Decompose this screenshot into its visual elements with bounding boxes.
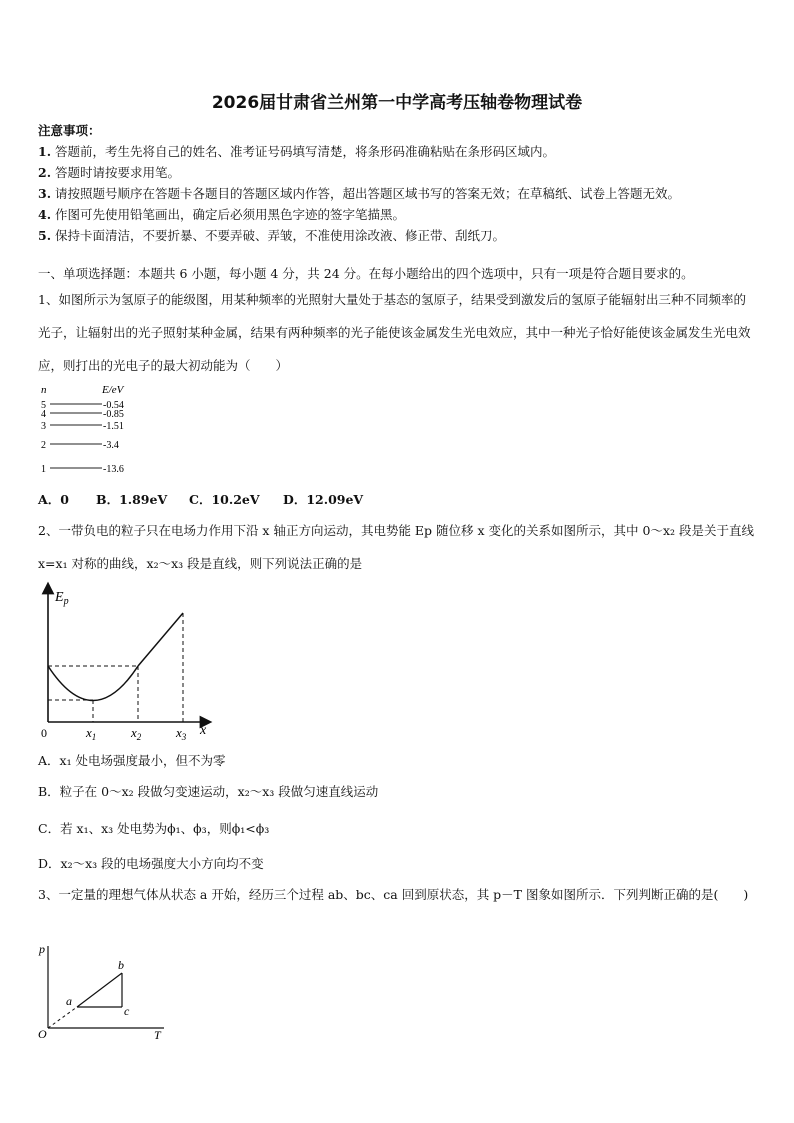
- q2-option-b[interactable]: B．粒子在 0～x₂ 段做匀变速运动，x₂～x₃ 段做匀速直线运动: [38, 784, 379, 799]
- x-axis-label: x: [200, 723, 207, 738]
- q2-option-a[interactable]: A．x₁ 处电场强度最小，但不为零: [38, 753, 226, 768]
- potential-energy-graph: [36, 580, 216, 740]
- question-1-stem: 1、如图所示为氢原子的能级图，用某种频率的光照射大量处于基态的氢原子，结果受到激发后的氢原子能辐射出三种不同频率的光子，让辐射出的光子照射某种金属，结果有两种频率的光子能使该金属发生光电效应，其中一种光子恰好能使该金属发生光电效应，则打出的光电子的最大初动能为（ ）: [38, 292, 751, 373]
- level-3-e: -1.51: [103, 421, 124, 432]
- e-label: E/eV: [102, 384, 124, 396]
- x1-label: $x_1$: [86, 725, 97, 740]
- x3-label: $x_3$: [176, 725, 187, 740]
- x2-label: $x_2$: [131, 725, 142, 740]
- state-b-label: b: [118, 958, 124, 972]
- q1-option-b[interactable]: B．1.89eV: [96, 492, 168, 507]
- notice-heading: 注意事项：: [38, 123, 101, 138]
- notice-item-2: 2. 答题时请按要求用笔。: [38, 165, 181, 180]
- origin-label: 0: [41, 726, 47, 740]
- level-4-n: 4: [41, 409, 46, 420]
- question-2-stem: 2、一带负电的粒子只在电场力作用下沿 x 轴正方向运动，其电势能 Ep 随位移 x 变化的关系如图所示，其中 0～x₂ 段是关于直线 x=x₁ 对称的曲线，x₂～x₃ 段是直线，则下列说法正确的是: [38, 523, 754, 571]
- q2-option-d[interactable]: D．x₂～x₃ 段的电场强度大小方向均不变: [38, 856, 264, 871]
- page-title: 2026届甘肃省兰州第一中学高考压轴卷物理试卷: [211, 93, 583, 113]
- level-4-e: -0.85: [103, 409, 124, 420]
- origin-label: O: [38, 1027, 47, 1040]
- q1-option-a[interactable]: A．0: [38, 492, 69, 507]
- level-1-n: 1: [41, 464, 46, 475]
- level-5-n: 5: [41, 400, 46, 411]
- question-3-stem: 3、一定量的理想气体从状态 a 开始，经历三个过程 ab、bc、ca 回到原状态，其 p－T 图象如图所示．下列判断正确的是( ): [38, 887, 749, 902]
- q1-option-c[interactable]: C．10.2eV: [189, 492, 260, 507]
- p-axis-label: p: [39, 942, 45, 956]
- level-3-n: 3: [41, 421, 46, 432]
- level-2-e: -3.4: [103, 440, 119, 451]
- level-1-e: -13.6: [103, 464, 124, 475]
- y-axis-label: $E_p$: [55, 590, 69, 607]
- state-a-label: a: [66, 994, 72, 1008]
- t-axis-label: T: [154, 1028, 161, 1040]
- notice-item-1: 1. 答题前，考生先将自己的姓名、准考证号码填写清楚，将条形码准确粘贴在条形码区域内。: [38, 144, 556, 159]
- notice-item-3: 3. 请按照题号顺序在答题卡各题目的答题区域内作答，超出答题区域书写的答案无效；在草稿纸、试卷上答题无效。: [38, 186, 681, 201]
- energy-level-diagram: [36, 380, 140, 476]
- state-c-label: c: [124, 1004, 130, 1018]
- pt-graph: [36, 940, 172, 1040]
- notice-item-4: 4. 作图可先使用铅笔画出，确定后必须用黑色字迹的签字笔描黑。: [38, 207, 406, 222]
- n-label: n: [41, 384, 47, 396]
- notice-item-5: 5. 保持卡面清洁，不要折暴、不要弄破、弄皱，不准使用涂改液、修正带、刮纸刀。: [38, 228, 506, 243]
- q1-option-d[interactable]: D．12.09eV: [283, 492, 364, 507]
- section-heading: 一、单项选择题：本题共 6 小题，每小题 4 分，共 24 分。在每小题给出的四个选项中，只有一项是符合题目要求的。: [38, 266, 694, 281]
- level-2-n: 2: [41, 440, 46, 451]
- q2-option-c[interactable]: C．若 x₁、x₃ 处电势为ϕ₁、ϕ₃，则ϕ₁<ϕ₃: [38, 821, 270, 836]
- level-5-e: -0.54: [103, 400, 124, 411]
